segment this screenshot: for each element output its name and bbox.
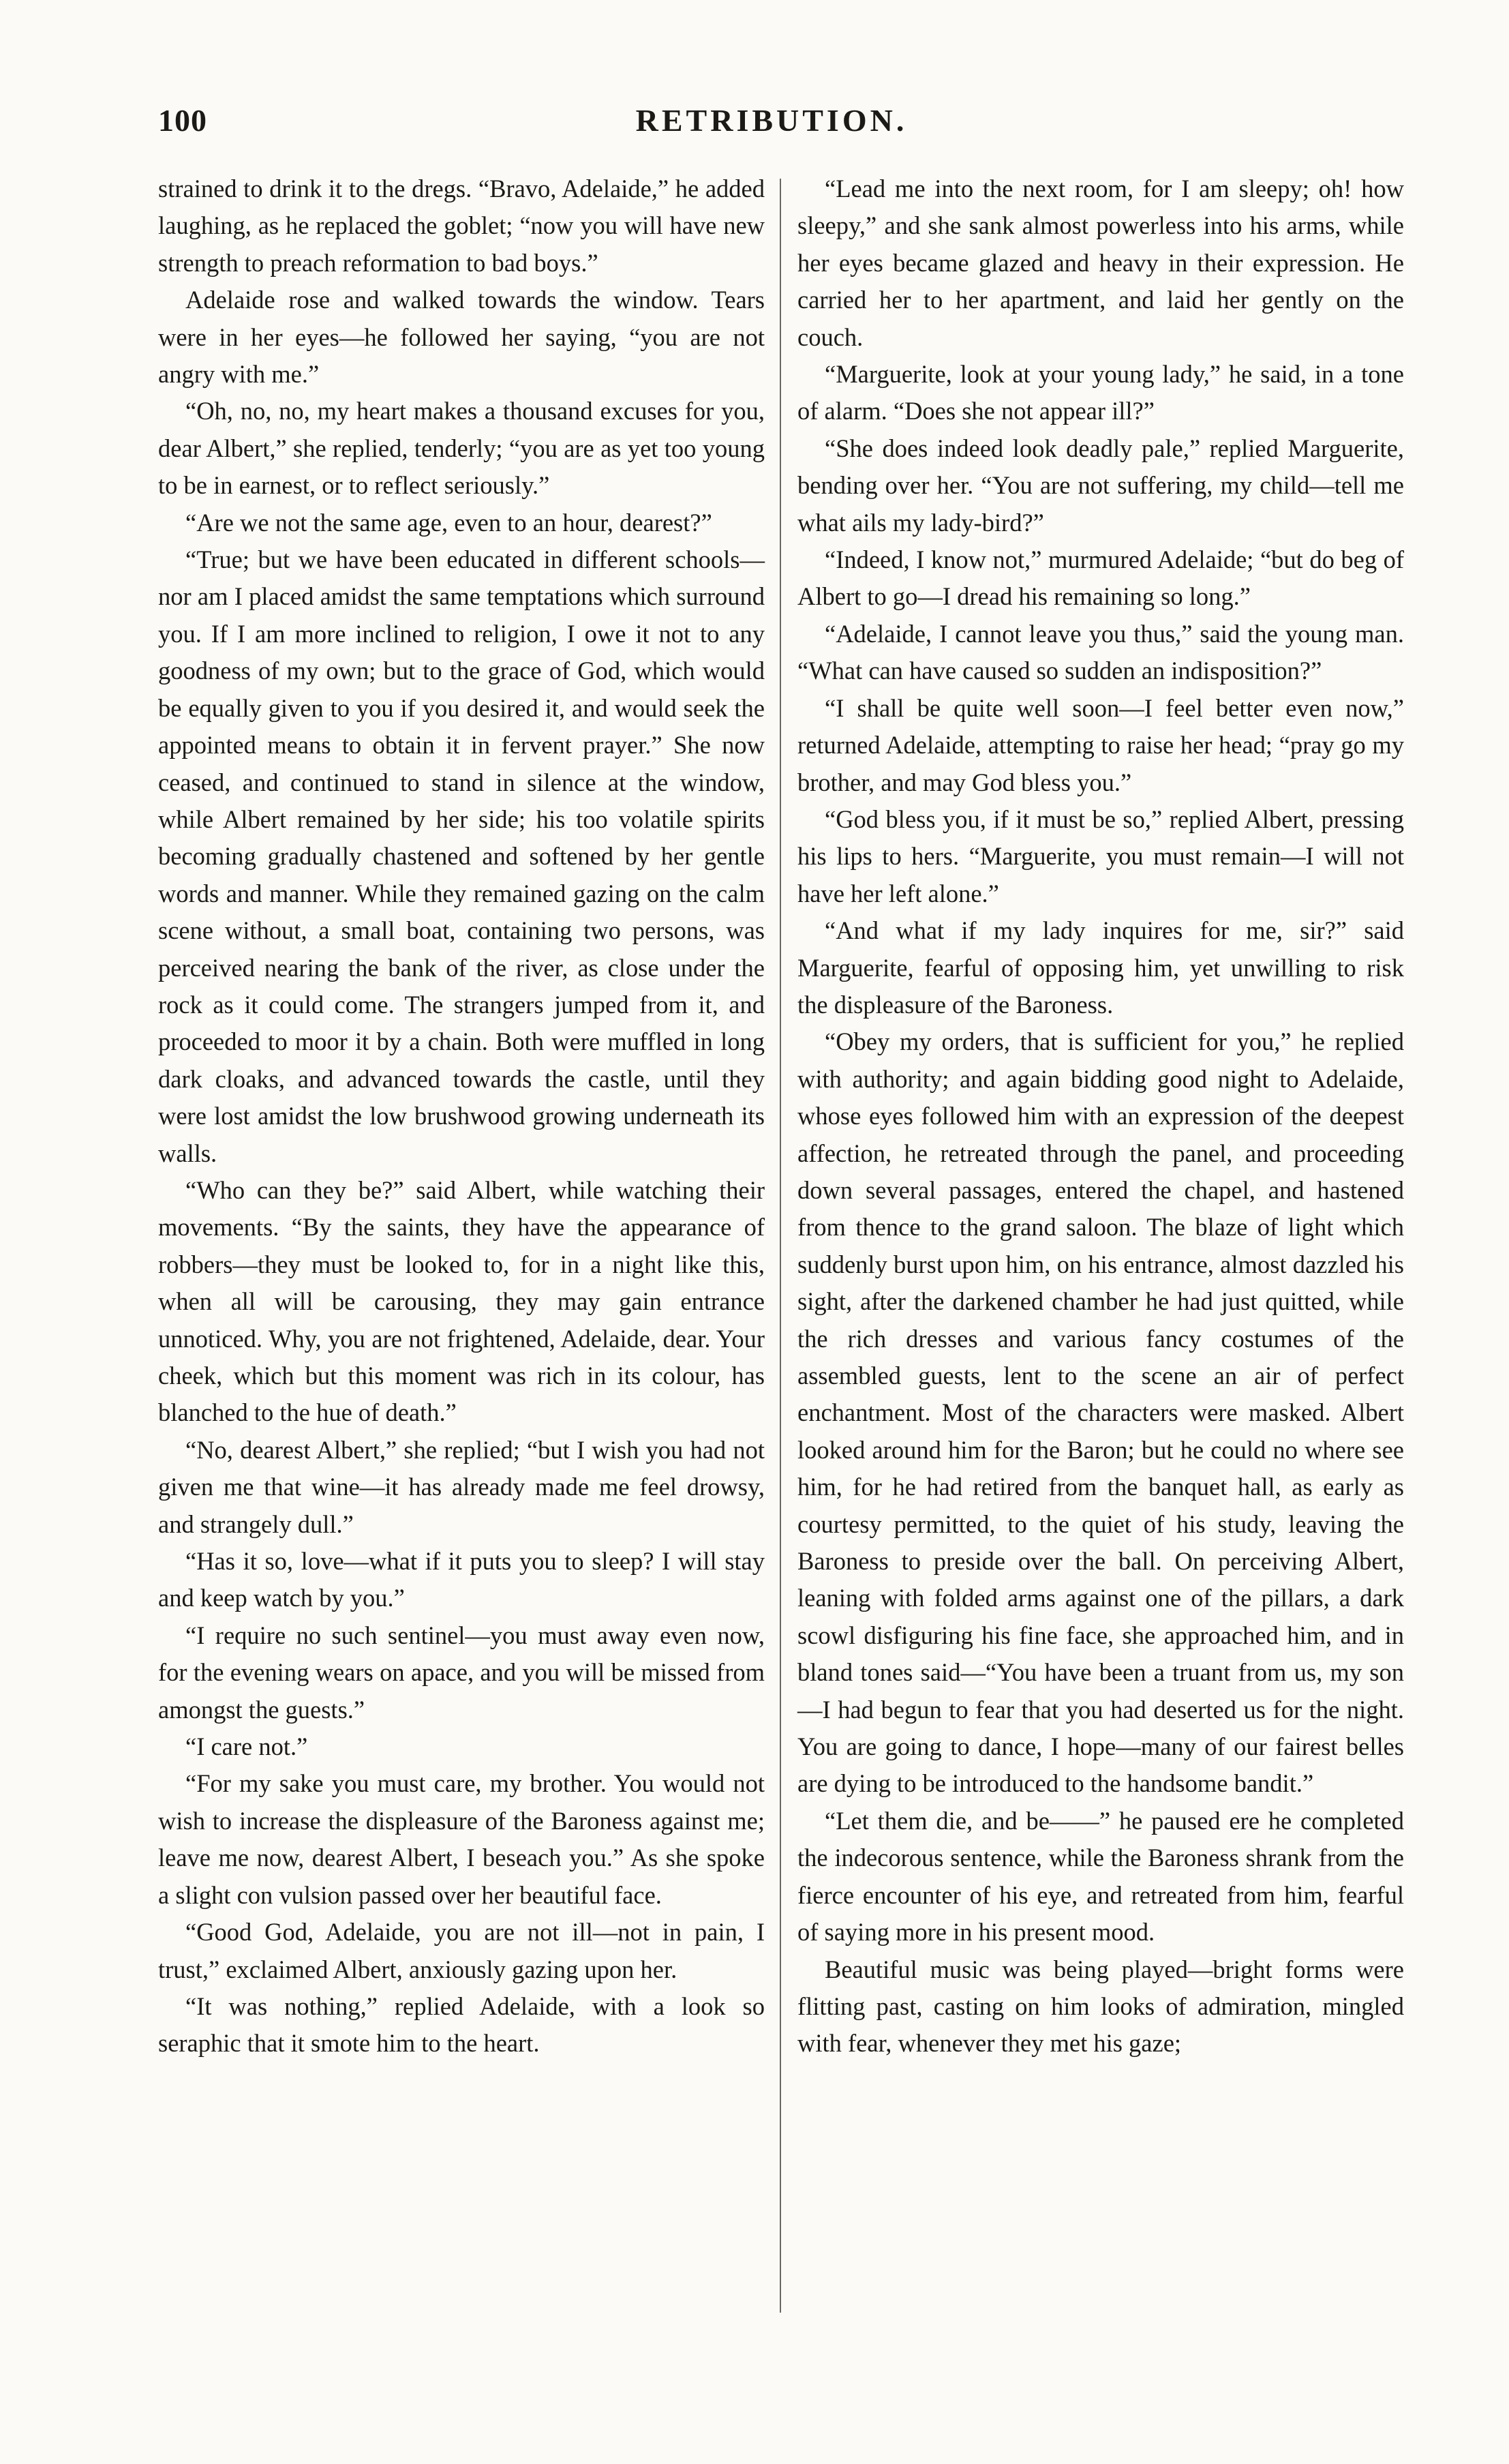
paragraph: “It was nothing,” replied Adelaide, with a look so seraphic that it smote him to the heart.: [158, 1992, 765, 2058]
paragraph: “Lead me into the next room, for I am sleepy; oh! how sleepy,” and she sank almost powerless into his arms, while her eyes became glazed and heavy in their expression. He carried her to her apartment, and laid her gently on the couch.: [797, 175, 1404, 351]
paragraph: “She does indeed look deadly pale,” replied Marguerite, bending over her. “You are not suffering, my child—tell me what ails my lady-bird?”: [797, 434, 1404, 537]
paragraph: “Are we not the same age, even to an hour, dearest?”: [185, 508, 712, 537]
paragraph: “Indeed, I know not,” murmured Adelaide; “but do beg of Albert to go—I dread his remaining so long.”: [797, 545, 1404, 611]
running-title: RETRIBUTION.: [635, 103, 908, 138]
paragraph: Adelaide rose and walked towards the window. Tears were in her eyes—he followed her saying, “you are not angry with me.”: [158, 286, 765, 389]
paragraph: “Who can they be?” said Albert, while watching their movements. “By the saints, they have the appearance of robbers—they must be looked to, for in a night like this, when all will be carousing, they may gain entrance unnoticed. Why, you are not frightened, Adelaide, dear. Your cheek, which but this moment was rich in its colour, has blanched to the hue of death.”: [158, 1175, 765, 1427]
paragraph: “Has it so, love—what if it puts you to sleep? I will stay and keep watch by you.”: [158, 1547, 765, 1612]
paragraph: “Oh, no, no, my heart makes a thousand excuses for you, dear Albert,” she replied, tenderly; “you are as yet too young to be in earnest, or to reflect seriously.”: [158, 397, 765, 500]
paragraph: “No, dearest Albert,” she replied; “but I wish you had not given me that wine—it has already made me feel drowsy, and strangely dull.”: [158, 1435, 765, 1538]
page-header: [158, 102, 1385, 150]
paragraph: “Marguerite, look at your young lady,” he said, in a tone of alarm. “Does she not appear ill?”: [797, 360, 1404, 425]
paragraph: “For my sake you must care, my brother. You would not wish to increase the displeasure of the Baroness against me; leave me now, dearest Albert, I beseach you.” As she spoke a slight con vulsion passed over her beautiful face.: [158, 1769, 765, 1909]
paragraph: “I care not.”: [185, 1732, 308, 1761]
paragraph: “I shall be quite well soon—I feel better even now,” returned Adelaide, attempting to raise her head; “pray go my brother, and may God bless you.”: [797, 693, 1404, 796]
paragraph: Beautiful music was being played—bright forms were flitting past, casting on him looks of admiration, mingled with fear, whenever they met his gaze;: [797, 1955, 1404, 2058]
paragraph: “Adelaide, I cannot leave you thus,” said the young man. “What can have caused so sudden an indisposition?”: [797, 619, 1404, 685]
paragraph: “Let them die, and be——” he paused ere he completed the indecorous sentence, while the Baroness shrank from the fierce encounter of his eye, and retreated from him, fearful of saying more in his present mood.: [797, 1806, 1404, 1947]
paragraph: “True; but we have been educated in different schools—nor am I placed amidst the same temptations which surround you. If I am more inclined to religion, I owe it not to any goodness of my own; but to the grace of God, which would be equally given to you if you desired it, and would seek the appointed means to obtain it in fervent prayer.” She now ceased, and continued to stand in silence at the window, while Albert remained by her side; his too volatile spirits becoming gradually chastened and softened by her gentle words and manner. While they remained gazing on the calm scene without, a small boat, containing two persons, was perceived nearing the bank of the river, as close under the rock as it could come. The strangers jumped from it, and proceeded to moor it by a chain. Both were muffled in long dark cloaks, and advanced towards the castle, until they were lost amidst the low brushwood growing underneath its walls.: [158, 545, 765, 1167]
paragraph: “I require no such sentinel—you must away even now, for the evening wears on apace, and you will be missed from amongst the guests.”: [158, 1621, 765, 1724]
left-column: [158, 170, 765, 2062]
right-column: [797, 170, 1404, 2062]
paragraph: “Obey my orders, that is sufficient for you,” he replied with authority; and again bidding good night to Adelaide, whose eyes followed him with an expression of the deepest affection, he retreated through the panel, and proceeding down several passages, entered the chapel, and hastened from thence to the grand saloon. The blaze of light which suddenly burst upon him, on his entrance, almost dazzled his sight, after the darkened chamber he had just quitted, while the rich dresses and various fancy costumes of the assembled guests, lent to the scene an air of perfect enchantment. Most of the characters were masked. Albert looked around him for the Baron; but he could no where see him, for he had retired from the banquet hall, as early as courtesy permitted, to the quiet of his study, leaving the Baroness to preside over the ball. On perceiving Albert, leaning with folded arms against one of the pillars, a dark scowl disfiguring his fine face, she approached him, and in bland tones said—“You have been a truant from us, my son—I had begun to fear that you had deserted us for the night. You are going to dance, I hope—many of our fairest belles are dying to be introduced to the handsome bandit.”: [797, 1027, 1404, 1798]
page-number: 100: [158, 103, 207, 138]
paragraph: “Good God, Adelaide, you are not ill—not in pain, I trust,” exclaimed Albert, anxiously gazing upon her.: [158, 1918, 765, 1983]
paragraph: “And what if my lady inquires for me, sir?” said Marguerite, fearful of opposing him, yet unwilling to risk the displeasure of the Baroness.: [797, 916, 1404, 1019]
column-divider: [780, 179, 781, 2313]
paragraph: “God bless you, if it must be so,” replied Albert, pressing his lips to hers. “Marguerite, you must remain—I will not have her left alone.”: [797, 805, 1404, 907]
paragraph: strained to drink it to the dregs. “Bravo, Adelaide,” he added laughing, as he replaced the goblet; “now you will have new strength to preach reformation to bad boys.”: [158, 175, 765, 277]
